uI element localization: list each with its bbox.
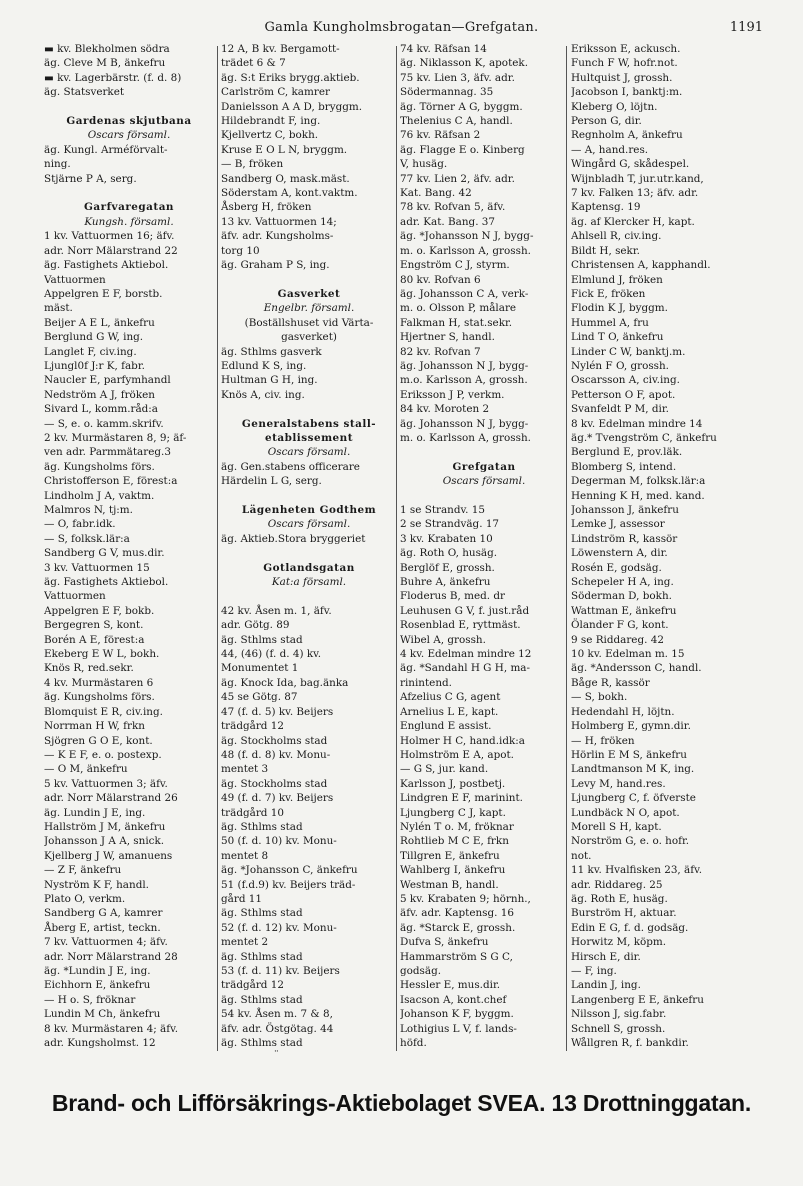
directory-entry: 52 (f. d. 12) kv. Monu- xyxy=(221,921,337,934)
directory-entry: Beijer A E L, änkefru xyxy=(44,316,155,329)
advertisement-footer: Brand- och Lifförsäkrings-Aktiebolaget SVEA. 13 Drottninggatan. xyxy=(51,1090,752,1116)
directory-entry: 10 kv. Edelman m. 15 xyxy=(571,648,685,661)
directory-entry: Fick E, fröken xyxy=(571,287,646,300)
directory-entry xyxy=(221,273,397,287)
directory-entry: äg. Roth O, husäg. xyxy=(400,547,498,560)
directory-entry: Nylén T o. M, fröknar xyxy=(400,820,514,833)
column-1 xyxy=(44,42,214,1052)
column-3 xyxy=(400,42,568,1052)
directory-entry: Danielsson A A D, bryggm. xyxy=(221,100,363,113)
directory-entry: Hultquist J, grossh. xyxy=(571,71,673,84)
directory-entry: adr. Norr Mälarstrand 22 xyxy=(44,244,178,257)
directory-entry: Arnelius L E, kapt. xyxy=(400,705,499,718)
directory-entry: Kat:a församl. xyxy=(271,576,347,589)
directory-entry: 44, (46) (f. d. 4) kv. xyxy=(221,648,322,661)
directory-entry: äg. Sthlms stad xyxy=(221,633,303,646)
directory-entry: Sjögren G O E, kont. xyxy=(44,734,153,747)
directory-entry: äg. Knock Ida, bag.änka xyxy=(221,676,349,689)
directory-entry xyxy=(221,402,397,416)
directory-entry: rinintend. xyxy=(400,676,452,689)
directory-entry: Berglund E, prov.läk. xyxy=(571,446,683,459)
directory-entry: Floderus B, med. dr xyxy=(400,590,506,603)
directory-entry: Knös R, red.sekr. xyxy=(44,662,134,675)
directory-entry: Oscars församl. xyxy=(442,475,526,488)
directory-entry: äg. Kungl. Arméförvalt- xyxy=(44,143,168,156)
directory-entry: Wingård G, skådespel. xyxy=(571,158,690,171)
directory-entry: Langlet F, civ.ing. xyxy=(44,345,137,358)
directory-entry: äg. Sthlms stad xyxy=(221,907,303,920)
directory-entry: äg. S:t Eriks brygg.aktieb. xyxy=(221,71,360,84)
directory-entry: äg. Fastighets Aktiebol. xyxy=(44,259,169,272)
directory-entry: Ljungberg C J, kapt. xyxy=(400,806,506,819)
directory-entry: 78 kv. Rofvan 5, äfv. xyxy=(400,201,506,214)
directory-entry: Löwenstern A, dir. xyxy=(571,547,668,560)
directory-entry: Knös A, civ. ing. xyxy=(221,388,305,401)
directory-entry: äg. Niklasson K, apotek. xyxy=(400,57,528,70)
directory-entry: — S, bokh. xyxy=(571,691,628,704)
directory-entry: Elmlund J, fröken xyxy=(571,273,663,286)
directory-entry: Lindholm J A, vaktm. xyxy=(44,489,155,502)
directory-entry: Carlström C, kamrer xyxy=(221,86,330,99)
directory-entry: Johansson J, änkefru xyxy=(571,504,679,516)
directory-entry: 2 kv. Murmästaren 8, 9; äf- xyxy=(44,431,187,444)
directory-entry: äg. Johansson N J, bygg- xyxy=(400,417,529,430)
directory-entry: 45 se Götg. 87 xyxy=(221,691,298,704)
directory-entry: Westman B, handl. xyxy=(400,878,499,891)
directory-entry: äfv. adr. Kaptensg. 16 xyxy=(400,907,514,920)
directory-entry: Ölander F G, kont. xyxy=(571,619,669,632)
directory-entry: Edlund K S, ing. xyxy=(221,359,307,372)
directory-entry xyxy=(571,1050,760,1052)
directory-entry: mentet 2 xyxy=(221,936,269,949)
directory-entry: Sivard L, komm.råd:a xyxy=(44,403,159,416)
directory-entry: 3 kv. Vattuormen 15 xyxy=(44,561,150,574)
directory-entry: äg. Aktieb.Stora bryggeriet xyxy=(221,532,366,545)
directory-entry: — B, fröken xyxy=(221,158,284,171)
directory-entry: äg. af Klercker H, kapt. xyxy=(571,215,695,228)
directory-entry: Söderman D, bokh. xyxy=(571,590,672,603)
directory-entry: Hammarström S G C, xyxy=(400,950,513,963)
directory-entry: 80 kv. Rofvan 6 xyxy=(400,273,481,286)
directory-entry: — O M, änkefru xyxy=(44,763,128,776)
directory-entry: trädet 6 & 7 xyxy=(221,57,286,70)
directory-entry: äg. Johansson C A, verk- xyxy=(400,287,529,300)
directory-entry: äg. Cleve M B, änkefru xyxy=(44,57,166,70)
directory-entry: — K E F, e. o. postexp. xyxy=(44,748,162,761)
directory-entry: Flodin K J, byggm. xyxy=(571,302,668,315)
directory-entry: Vattuormen xyxy=(44,273,106,286)
directory-entry: mentet 8 xyxy=(221,849,269,862)
directory-entry: Blomberg S, intend. xyxy=(571,460,677,473)
directory-entry: äg. *Johansson C, änkefru xyxy=(221,864,358,877)
directory-entry: Vattuormen xyxy=(44,590,106,603)
directory-entry xyxy=(221,489,397,503)
directory-entry: Holmer H C, hand.idk:a xyxy=(400,734,525,747)
directory-entry: Kruse E O L N, bryggm. xyxy=(221,143,348,156)
directory-entry: 82 kv. Rofvan 7 xyxy=(400,345,481,358)
directory-entry: 49 (f. d. 7) kv. Beijers xyxy=(221,792,334,805)
directory-entry: Gasverket xyxy=(277,287,341,300)
directory-entry: 7 kv. Vattuormen 4; äfv. xyxy=(44,936,168,949)
directory-entry: äg. Kungsholms förs. xyxy=(44,691,155,704)
directory-entry: äfv. adr. Östgötag. 44 xyxy=(221,1022,334,1035)
directory-entry: 75 kv. Lien 3, äfv. adr. xyxy=(400,71,515,84)
directory-entry: äg. Törner A G, byggm. xyxy=(400,100,523,113)
directory-entry: Tillgren E, änkefru xyxy=(400,849,500,862)
directory-entry: Wibel A, grossh. xyxy=(400,633,486,646)
directory-entry: Gardenas skjutbana xyxy=(66,115,192,128)
directory-entry: Nedström A J, fröken xyxy=(44,388,155,401)
directory-entry: Thelenius C A, handl. xyxy=(400,115,513,128)
directory-entry: Lemke J, assessor xyxy=(571,518,665,531)
directory-entry: Hjertner S, handl. xyxy=(400,331,495,344)
directory-entry: äg. Sthlms stad xyxy=(221,950,303,963)
directory-entry: not. xyxy=(571,849,592,862)
directory-entry: Blomquist E R, civ.ing. xyxy=(44,705,163,718)
directory-entry: V, husäg. xyxy=(400,158,448,171)
directory-entry: Ekeberg E W L, bokh. xyxy=(44,648,160,661)
directory-entry: 42 kv. Åsen m. 1, äfv. xyxy=(221,604,332,617)
directory-entry: mentet 3 xyxy=(221,763,269,776)
directory-entry: adr. Norr Mälarstrand 26 xyxy=(44,792,178,805)
directory-entry: 54 kv. Åsen m. 7 & 8, xyxy=(221,1008,333,1021)
directory-entry: Person G, dir. xyxy=(571,115,642,128)
directory-entry: adr. Kungsholmst. 12 xyxy=(44,1037,156,1050)
directory-entry: Berglöf E, grossh. xyxy=(400,561,495,574)
directory-entry: Lindgren E F, marinint. xyxy=(400,792,523,805)
directory-entry: äg. Sthlms stad xyxy=(221,820,303,833)
directory-entry: Horwitz M, köpm. xyxy=(571,936,667,949)
directory-entry: Lundbäck N O, apot. xyxy=(571,806,680,819)
column-divider xyxy=(217,46,218,1051)
directory-entry: Johanson K F, byggm. xyxy=(400,1008,514,1021)
directory-entry: ▬ kv. Lagerbärstr. (f. d. 8) xyxy=(44,71,182,84)
directory-entry: 8 kv. Murmästaren 4; äfv. xyxy=(44,1022,179,1035)
directory-entry: Langenberg E E, änkefru xyxy=(571,993,704,1006)
directory-entry: ven adr. Parmmätareg.3 xyxy=(44,446,171,459)
directory-entry: Schnell S, grossh. xyxy=(571,1022,666,1035)
directory-entry: äg. Lundin J E, ing. xyxy=(44,806,146,819)
directory-entry: Berglund G W, ing. xyxy=(44,331,144,344)
directory-entry: äg. Gen.stabens officerare xyxy=(221,460,360,473)
directory-entry xyxy=(221,546,397,560)
directory-entry: äg. Sthlms stad xyxy=(221,1037,303,1050)
directory-entry: 7 kv. Falken 13; äfv. adr. xyxy=(571,187,699,200)
directory-entry: 9 se Riddareg. 42 xyxy=(571,633,664,646)
directory-entry: Ljungl0f J:r K, fabr. xyxy=(44,359,145,372)
directory-entry: mäst. xyxy=(44,302,73,315)
directory-entry: höfd. xyxy=(400,1037,427,1050)
directory-entry: Hultman G H, ing. xyxy=(221,374,318,387)
directory-entry: Kjellberg J W, amanuens xyxy=(44,849,173,862)
directory-entry: Båge R, kassör xyxy=(571,676,650,689)
column-2 xyxy=(221,42,397,1052)
directory-entry: godsäg. xyxy=(400,965,442,977)
directory-entry: äg. *Starck E, grossh. xyxy=(400,921,516,934)
directory-entry: äg. *Lundin J E, ing. xyxy=(44,965,151,977)
directory-entry: Linder C W, banktj.m. xyxy=(571,345,686,358)
directory-entry: äg. Statsverket xyxy=(44,86,125,99)
directory-entry: Wijnbladh T, jur.utr.kand, xyxy=(571,172,704,185)
directory-entry: Burström H, aktuar. xyxy=(571,907,677,920)
directory-entry: 51 (f.d.9) kv. Beijers träd- xyxy=(221,878,356,891)
directory-entry: 77 kv. Lien 2, äfv. adr. xyxy=(400,172,515,185)
directory-entry: trädgård 10 xyxy=(221,806,284,819)
directory-entry: Appelgren E F, bokb. xyxy=(44,604,155,617)
directory-entry: äg. Sthlms stad xyxy=(221,993,303,1006)
directory-entry: Eichhorn E, änkefru xyxy=(44,979,151,992)
directory-entry xyxy=(400,445,568,459)
directory-entry: 48 (f. d. 8) kv. Monu- xyxy=(221,748,331,761)
directory-entry: Edin E G, f. d. godsäg. xyxy=(571,921,689,934)
directory-entry: Kjellvertz C, bokh. xyxy=(221,129,319,142)
directory-entry: Lundin M Ch, änkefru xyxy=(44,1008,161,1021)
directory-entry: Hessler E, mus.dir. xyxy=(400,979,501,992)
directory-entry: Eriksson J P, verkm. xyxy=(400,388,505,401)
directory-entry: 74 kv. Räfsan 14 xyxy=(400,43,487,55)
directory-entry: Norström G, e. o. hofr. xyxy=(571,835,690,848)
directory-entry: Isacson A, kont.chef xyxy=(400,993,507,1006)
directory-entry: Lindström R, kassör xyxy=(571,532,678,545)
directory-entry: äg. Graham P S, ing. xyxy=(221,259,330,272)
directory-columns xyxy=(44,42,760,1062)
directory-entry: Kaptensg. 19 xyxy=(571,201,641,214)
directory-entry: 13 kv. Vattuormen 14; xyxy=(221,215,337,228)
directory-entry: m. o. Olsson P, målare xyxy=(400,302,517,315)
directory-entry: 5 kv. Vattuormen 3; äfv. xyxy=(44,777,168,790)
directory-entry: 84 kv. Moroten 2 xyxy=(400,403,490,416)
directory-entry: Johansson J A A, snick. xyxy=(44,835,165,848)
directory-entry: gård 11 xyxy=(221,892,262,905)
directory-entry: Wahlberg I, änkefru xyxy=(400,864,506,877)
column-divider xyxy=(566,46,567,1051)
directory-entry: Sandberg G V, mus.dir. xyxy=(44,547,165,560)
directory-entry: Afzelius C G, agent xyxy=(400,691,501,704)
directory-entry: Bildt H, sekr. xyxy=(571,244,640,257)
directory-entry: trädgård 12 xyxy=(221,720,284,733)
directory-entry: Åberg E, artist, teckn. xyxy=(44,921,161,934)
directory-entry: äg. Kungsholms förs. xyxy=(44,460,155,473)
directory-entry: — A, hand.res. xyxy=(571,143,649,156)
directory-entry: Buhre A, änkefru xyxy=(400,576,491,589)
directory-entry: Regnholm A, änkefru xyxy=(571,129,683,142)
directory-entry: äfv. adr. Kungsholms- xyxy=(221,230,334,243)
directory-entry: Kleberg O, löjtn. xyxy=(571,100,658,113)
directory-entry: äg. *Johansson N J, bygg- xyxy=(400,230,534,243)
directory-entry: adr. Götg. 89 xyxy=(221,619,290,632)
directory-entry: Garfvaregatan xyxy=(84,201,174,214)
directory-entry: Ahlsell R, civ.ing. xyxy=(571,230,662,243)
directory-entry: Christensen A, kapphandl. xyxy=(571,259,711,272)
directory-entry: Bergegren S, kont. xyxy=(44,619,144,632)
directory-entry: Christofferson E, förest:a xyxy=(44,475,178,488)
directory-entry xyxy=(221,589,397,603)
directory-entry: äg. Stockholms stad xyxy=(221,734,328,747)
directory-entry: 50 (f. d. 10) kv. Monu- xyxy=(221,835,337,848)
directory-entry xyxy=(44,186,214,200)
directory-entry: Nylén F O, grossh. xyxy=(571,359,669,372)
directory-entry: Rohtlieb M C E, frkn xyxy=(400,835,509,848)
directory-entry: torg 10 xyxy=(221,244,260,257)
directory-entry: Petterson O F, apot. xyxy=(571,388,676,401)
directory-entry: Landin J, ing. xyxy=(571,979,641,992)
directory-entry: äg. Stockholms stad xyxy=(221,777,328,790)
directory-entry: Lägenheten Godthem xyxy=(241,504,377,516)
directory-entry: Söderstam A, kont.vaktm. xyxy=(221,187,358,200)
directory-entry: Holmberg E, gymn.dir. xyxy=(571,720,691,733)
directory-entry: Lind T O, änkefru xyxy=(571,331,664,344)
directory-entry: Malmros N, tj:m. xyxy=(44,504,133,516)
directory-entry: Borén A E, förest:a xyxy=(44,633,145,646)
directory-entry: Schepeler H A, ing. xyxy=(571,576,674,589)
directory-entry xyxy=(400,1050,568,1052)
directory-entry: Hildebrandt F, ing. xyxy=(221,115,321,128)
directory-entry: (Boställshuset vid Värta- xyxy=(244,316,374,329)
directory-entry: m. o. Karlsson A, grossh. xyxy=(400,431,531,444)
directory-entry: Oscars församl. xyxy=(267,518,351,531)
directory-entry: — H o. S, fröknar xyxy=(44,993,136,1006)
directory-entry xyxy=(400,489,568,503)
directory-entry: Sandberg O, mask.mäst. xyxy=(221,172,350,185)
page-header xyxy=(40,20,763,42)
column-divider xyxy=(396,46,397,1051)
directory-entry: Appelgren E F, borstb. xyxy=(44,287,163,300)
directory-entry: etablissement xyxy=(264,431,354,444)
directory-entry: Sandberg G A, kamrer xyxy=(44,907,163,920)
directory-entry: Lothigius L V, f. lands- xyxy=(400,1022,517,1035)
directory-entry: äg. *Sandahl H G H, ma- xyxy=(400,662,531,675)
directory-entry: 11 kv. Hvalfisken 23, äfv. xyxy=(571,864,703,877)
directory-entry: Karlsson J, postbetj. xyxy=(400,777,506,790)
directory-entry: — H, fröken xyxy=(571,734,635,747)
page-number: 1191 xyxy=(729,20,763,35)
directory-entry: 8 kv. Edelman mindre 14 xyxy=(571,417,703,430)
page-title: Gamla Kungholmsbrogatan—Grefgatan. xyxy=(264,20,539,35)
directory-entry: äg. Flagge E o. Kinberg xyxy=(400,143,525,156)
directory-entry: trädgård 12 xyxy=(221,979,284,992)
directory-entry: Norrman H W, frkn xyxy=(44,720,145,733)
directory-entry: 5 kv. Krabaten 9; hörnh., xyxy=(400,892,531,905)
directory-entry: Jacobson I, banktj:m. xyxy=(571,86,683,99)
directory-entry: ▬ kv. Blekholmen södra xyxy=(44,43,170,55)
directory-entry: äg. Sthlms gasverk xyxy=(221,345,322,358)
directory-entry: 12 A, B kv. Bergamott- xyxy=(221,43,340,55)
directory-entry: Hörlin E M S, änkefru xyxy=(571,748,687,761)
directory-entry: Morell S H, kapt. xyxy=(571,820,662,833)
directory-entry: m. o. Karlsson A, grossh. xyxy=(400,244,531,257)
directory-entry: Grefgatan xyxy=(452,460,516,473)
directory-entry: Åsberg H, fröken xyxy=(221,201,312,214)
directory-entry: Dufva S, änkefru xyxy=(400,936,489,949)
directory-entry xyxy=(44,100,214,114)
directory-entry: Oscars församl. xyxy=(267,446,351,459)
directory-entry: Kat. Bang. 42 xyxy=(400,187,472,200)
directory-entry: 1 se Strandv. 15 xyxy=(400,504,485,516)
directory-entry: Södermannag. 35 xyxy=(400,86,494,99)
directory-entry: äg. Johansson N J, bygg- xyxy=(400,359,529,372)
directory-entry: — S, folksk.lär:a xyxy=(44,532,130,545)
directory-entry: Englund E assist. xyxy=(400,720,492,733)
directory-entry: Engelbr. församl. xyxy=(263,302,355,315)
directory-entry xyxy=(221,1050,397,1052)
directory-entry: Generalstabens stall- xyxy=(241,417,377,430)
directory-entry: 3 kv. Krabaten 10 xyxy=(400,532,493,545)
directory-entry: Degerman M, folksk.lär:a xyxy=(571,475,706,488)
directory-entry: 53 (f. d. 11) kv. Beijers xyxy=(221,965,340,977)
directory-entry: 4 kv. Murmästaren 6 xyxy=(44,676,154,689)
directory-entry: Nilsson J, sig.fabr. xyxy=(571,1008,667,1021)
directory-entry: ning. xyxy=(44,158,71,171)
directory-entry: 47 (f. d. 5) kv. Beijers xyxy=(221,705,334,718)
directory-entry: Plato O, verkm. xyxy=(44,892,126,905)
directory-entry: Falkman H, stat.sekr. xyxy=(400,316,513,329)
directory-entry xyxy=(44,1050,214,1052)
directory-entry: Monumentet 1 xyxy=(221,662,299,675)
directory-entry: adr. Norr Mälarstrand 28 xyxy=(44,950,178,963)
directory-entry: Funch F W, hofr.not. xyxy=(571,57,678,70)
directory-entry: Henning K H, med. kand. xyxy=(571,489,705,502)
directory-entry: 2 se Strandväg. 17 xyxy=(400,518,500,531)
directory-entry: Landtmanson M K, ing. xyxy=(571,763,695,776)
directory-entry: Hedendahl H, löjtn. xyxy=(571,705,675,718)
directory-entry: Svanfeldt P M, dir. xyxy=(571,403,669,416)
directory-entry: Wattman E, änkefru xyxy=(571,604,677,617)
directory-entry: Nyström K F, handl. xyxy=(44,878,149,891)
directory-entry: — F, ing. xyxy=(571,965,617,977)
directory-entry: — Z F, änkefru xyxy=(44,864,122,877)
directory-entry: 4 kv. Edelman mindre 12 xyxy=(400,648,532,661)
directory-entry: Rosenblad E, ryttmäst. xyxy=(400,619,521,632)
directory-entry: Kungsh. församl. xyxy=(84,215,174,228)
directory-entry: Hirsch E, dir. xyxy=(571,950,641,963)
directory-entry: gasverket) xyxy=(281,331,337,344)
directory-entry: äg. Fastighets Aktiebol. xyxy=(44,576,169,589)
directory-entry: — O, fabr.idk. xyxy=(44,518,116,531)
directory-entry: — G S, jur. kand. xyxy=(400,763,489,776)
directory-entry: adr. Riddareg. 25 xyxy=(571,878,663,891)
directory-entry: Naucler E, parfymhandl xyxy=(44,374,171,387)
directory-entry: äg.* Tvengström C, änkefru xyxy=(571,431,717,444)
directory-entry: äg. *Andersson C, handl. xyxy=(571,662,702,675)
directory-entry: Hallström J M, änkefru xyxy=(44,820,166,833)
column-4 xyxy=(571,42,760,1052)
directory-entry: Holmström E A, apot. xyxy=(400,748,514,761)
directory-entry: 1 kv. Vattuormen 16; äfv. xyxy=(44,230,175,243)
directory-entry: Gotlandsgatan xyxy=(263,561,355,574)
directory-entry: Härdelin L G, serg. xyxy=(221,475,322,488)
directory-entry: Rosén E, godsäg. xyxy=(571,561,662,574)
directory-entry: Hummel A, fru xyxy=(571,316,649,329)
directory-entry: äg. Roth E, husäg. xyxy=(571,892,668,905)
directory-entry: Oscarsson A, civ.ing. xyxy=(571,374,680,387)
directory-entry: Engström C J, styrm. xyxy=(400,259,510,272)
directory-entry: 76 kv. Räfsan 2 xyxy=(400,129,481,142)
directory-entry: Leuhusen G V, f. just.råd xyxy=(400,604,530,617)
directory-entry: Levy M, hand.res. xyxy=(571,777,666,790)
directory-entry: Ljungberg C, f. öfverste xyxy=(571,792,696,805)
directory-entry: — S, e. o. kamm.skrifv. xyxy=(44,417,164,430)
directory-entry: adr. Kat. Bang. 37 xyxy=(400,215,496,228)
directory-entry: Eriksson E, ackusch. xyxy=(571,43,681,55)
directory-entry: Wållgren R, f. bankdir. xyxy=(571,1037,689,1050)
directory-entry: Oscars församl. xyxy=(87,129,171,142)
directory-entry: Stjärne P A, serg. xyxy=(44,172,137,185)
directory-entry: m.o. Karlsson A, grossh. xyxy=(400,374,528,387)
